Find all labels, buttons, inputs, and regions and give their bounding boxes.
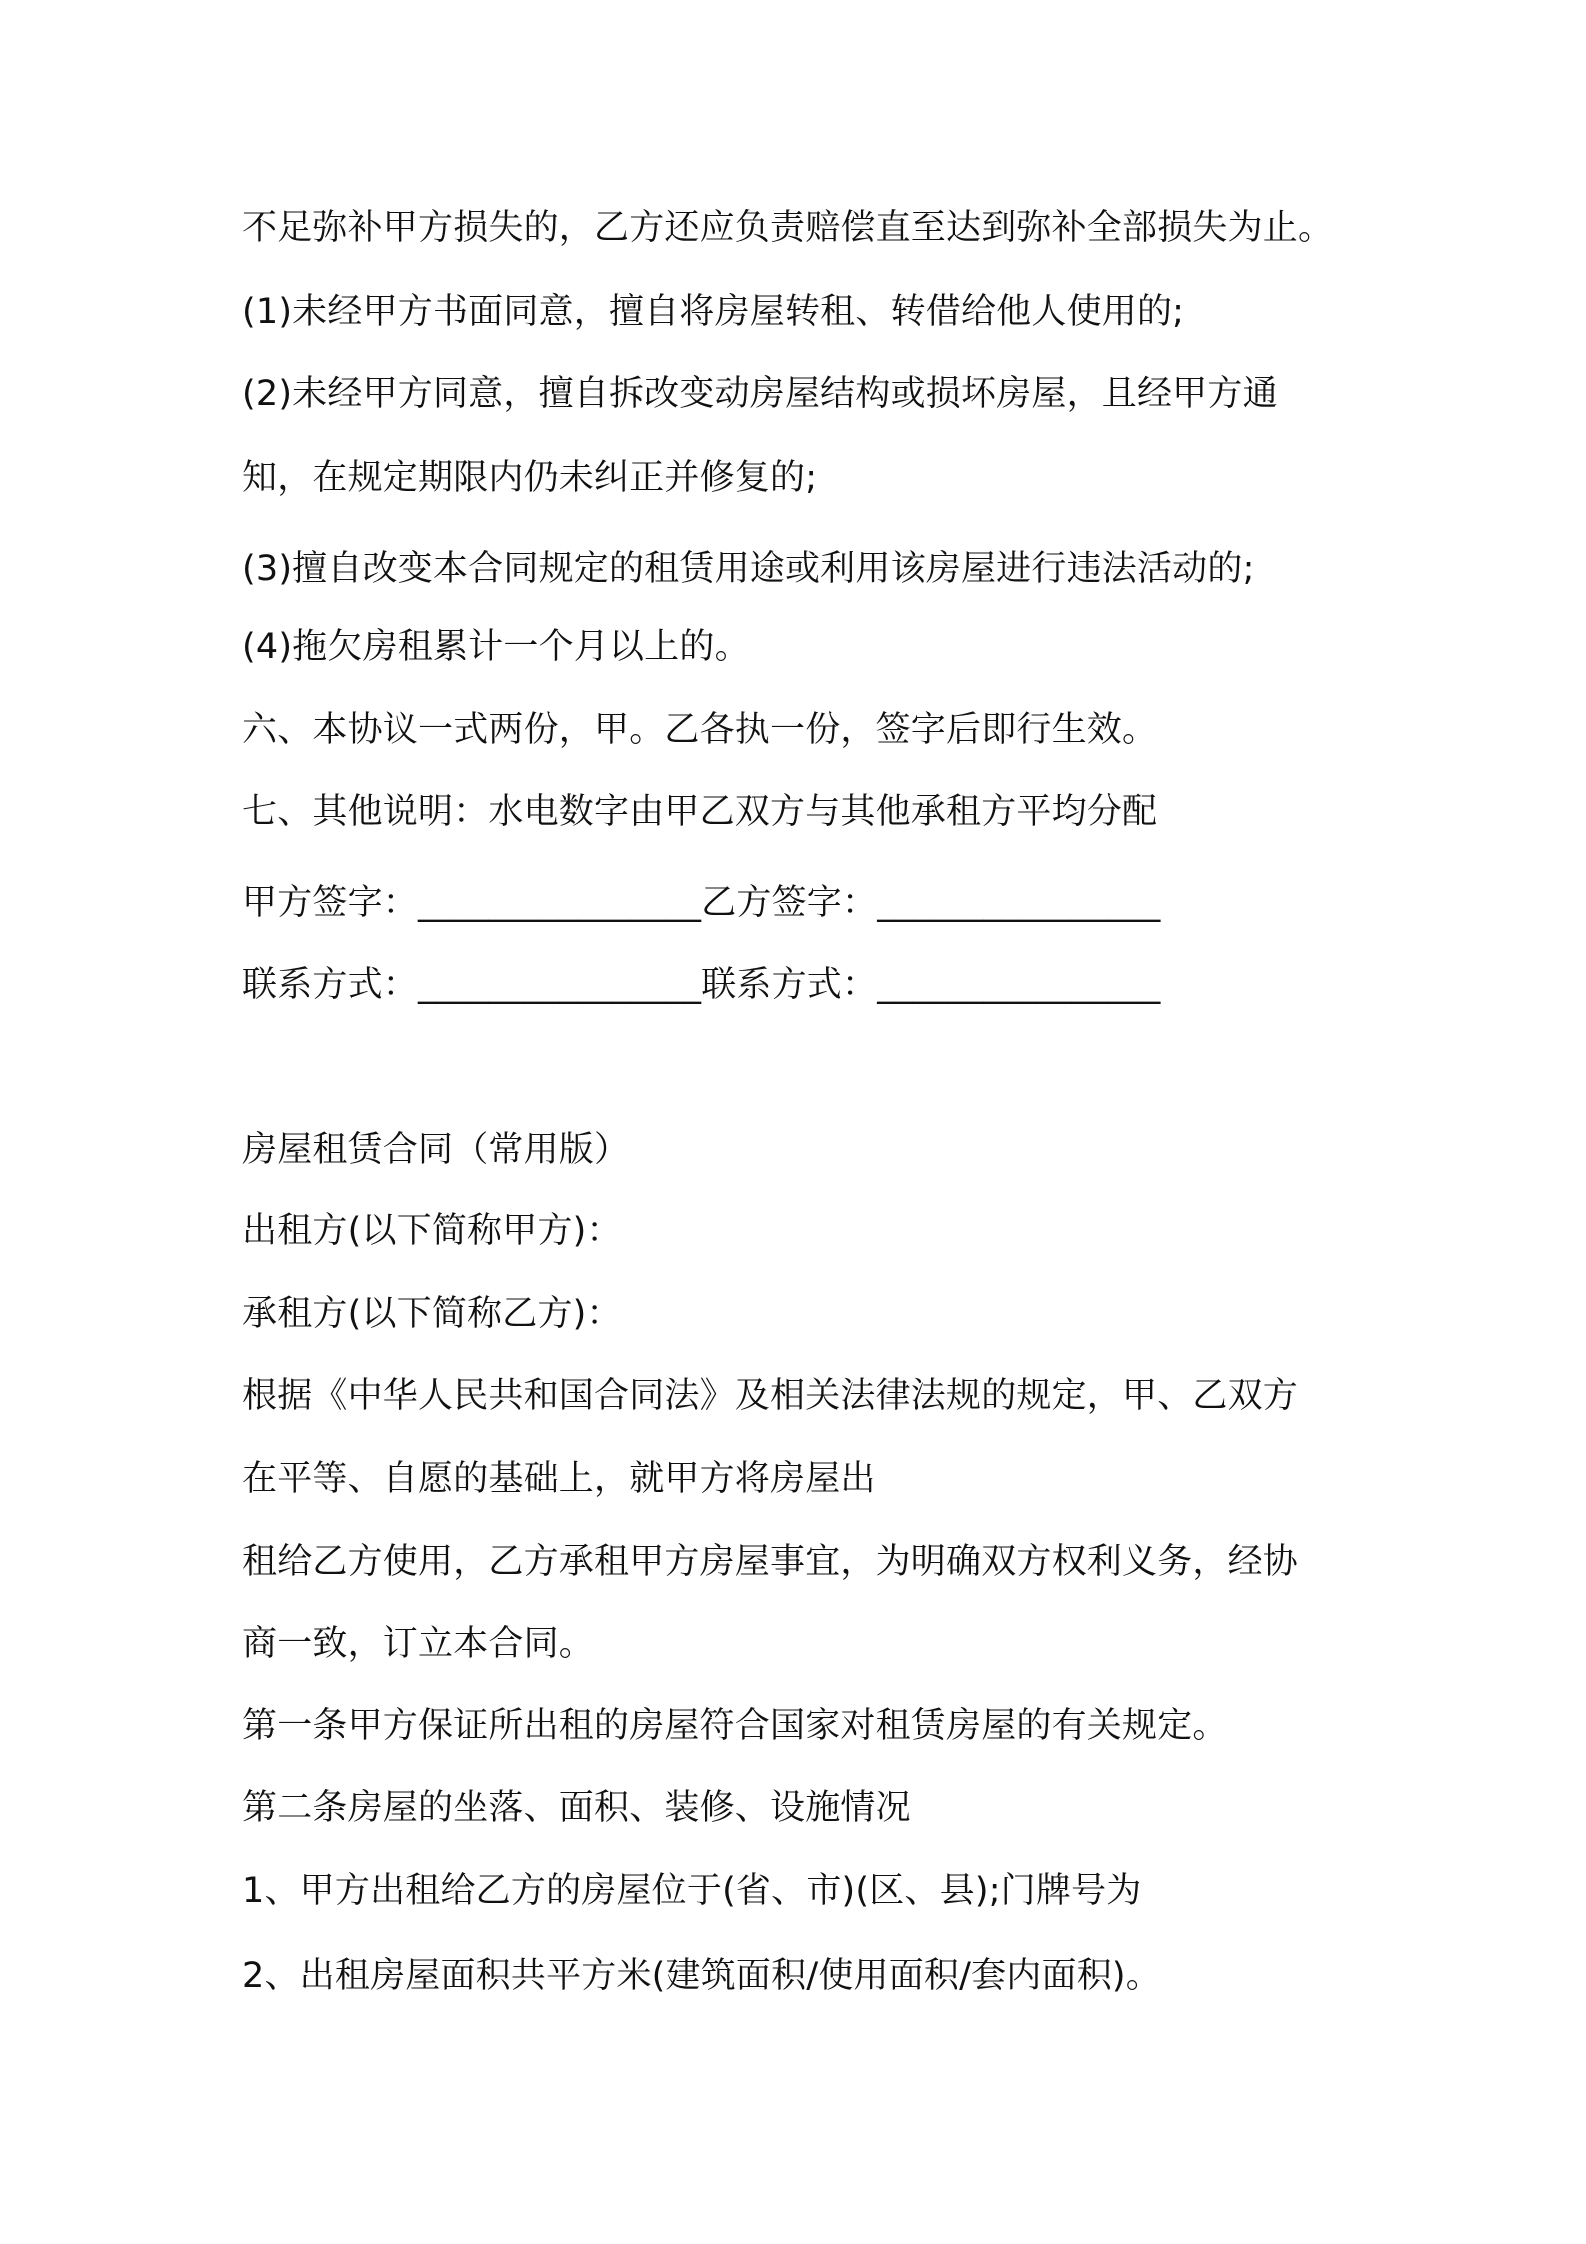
text-line: 2、出租房屋面积共平方米(建筑面积/使用面积/套内面积)。 xyxy=(242,1956,1161,1996)
text-line: 六、本协议一式两份，甲。乙各执一份，签字后即行生效。 xyxy=(242,710,1158,750)
text-line: 在平等、自愿的基础上，就甲方将房屋出 xyxy=(242,1459,876,1499)
text-line: 第一条甲方保证所出租的房屋符合国家对租赁房屋的有关规定。 xyxy=(242,1706,1228,1746)
text-line: 出租方(以下简称甲方)： xyxy=(242,1211,622,1251)
text-line: 不足弥补甲方损失的，乙方还应负责赔偿直至达到弥补全部损失为止。 xyxy=(242,208,1334,248)
text-line: (4)拖欠房租累计一个月以上的。 xyxy=(242,627,750,667)
section-title: 房屋租赁合同（常用版） xyxy=(242,1130,630,1170)
text-line: 知，在规定期限内仍未纠正并修复的; xyxy=(242,458,818,498)
text-line: 1、甲方出租给乙方的房屋位于(省、市)(区、县);门牌号为 xyxy=(242,1871,1142,1911)
text-line: 承租方(以下简称乙方)： xyxy=(242,1294,622,1334)
text-line: 七、其他说明：水电数字由甲乙双方与其他承租方平均分配 xyxy=(242,792,1158,832)
text-line: (2)未经甲方同意，擅自拆改变动房屋结构或损坏房屋，且经甲方通 xyxy=(242,374,1278,414)
text-line: 租给乙方使用，乙方承租甲方房屋事宜，为明确双方权利义务，经协 xyxy=(242,1542,1299,1582)
text-line: 根据《中华人民共和国合同法》及相关法律法规的规定，甲、乙双方 xyxy=(242,1376,1299,1416)
text-line: (1)未经甲方书面同意，擅自将房屋转租、转借给他人使用的; xyxy=(242,292,1185,332)
text-line: (3)擅自改变本合同规定的租赁用途或利用该房屋进行违法活动的; xyxy=(242,549,1255,589)
signature-line: 甲方签字：________________乙方签字：________________ xyxy=(242,883,1161,923)
text-line: 商一致，订立本合同。 xyxy=(242,1624,595,1664)
text-line: 第二条房屋的坐落、面积、装修、设施情况 xyxy=(242,1788,911,1828)
contact-line: 联系方式：________________联系方式：________________ xyxy=(242,965,1161,1005)
